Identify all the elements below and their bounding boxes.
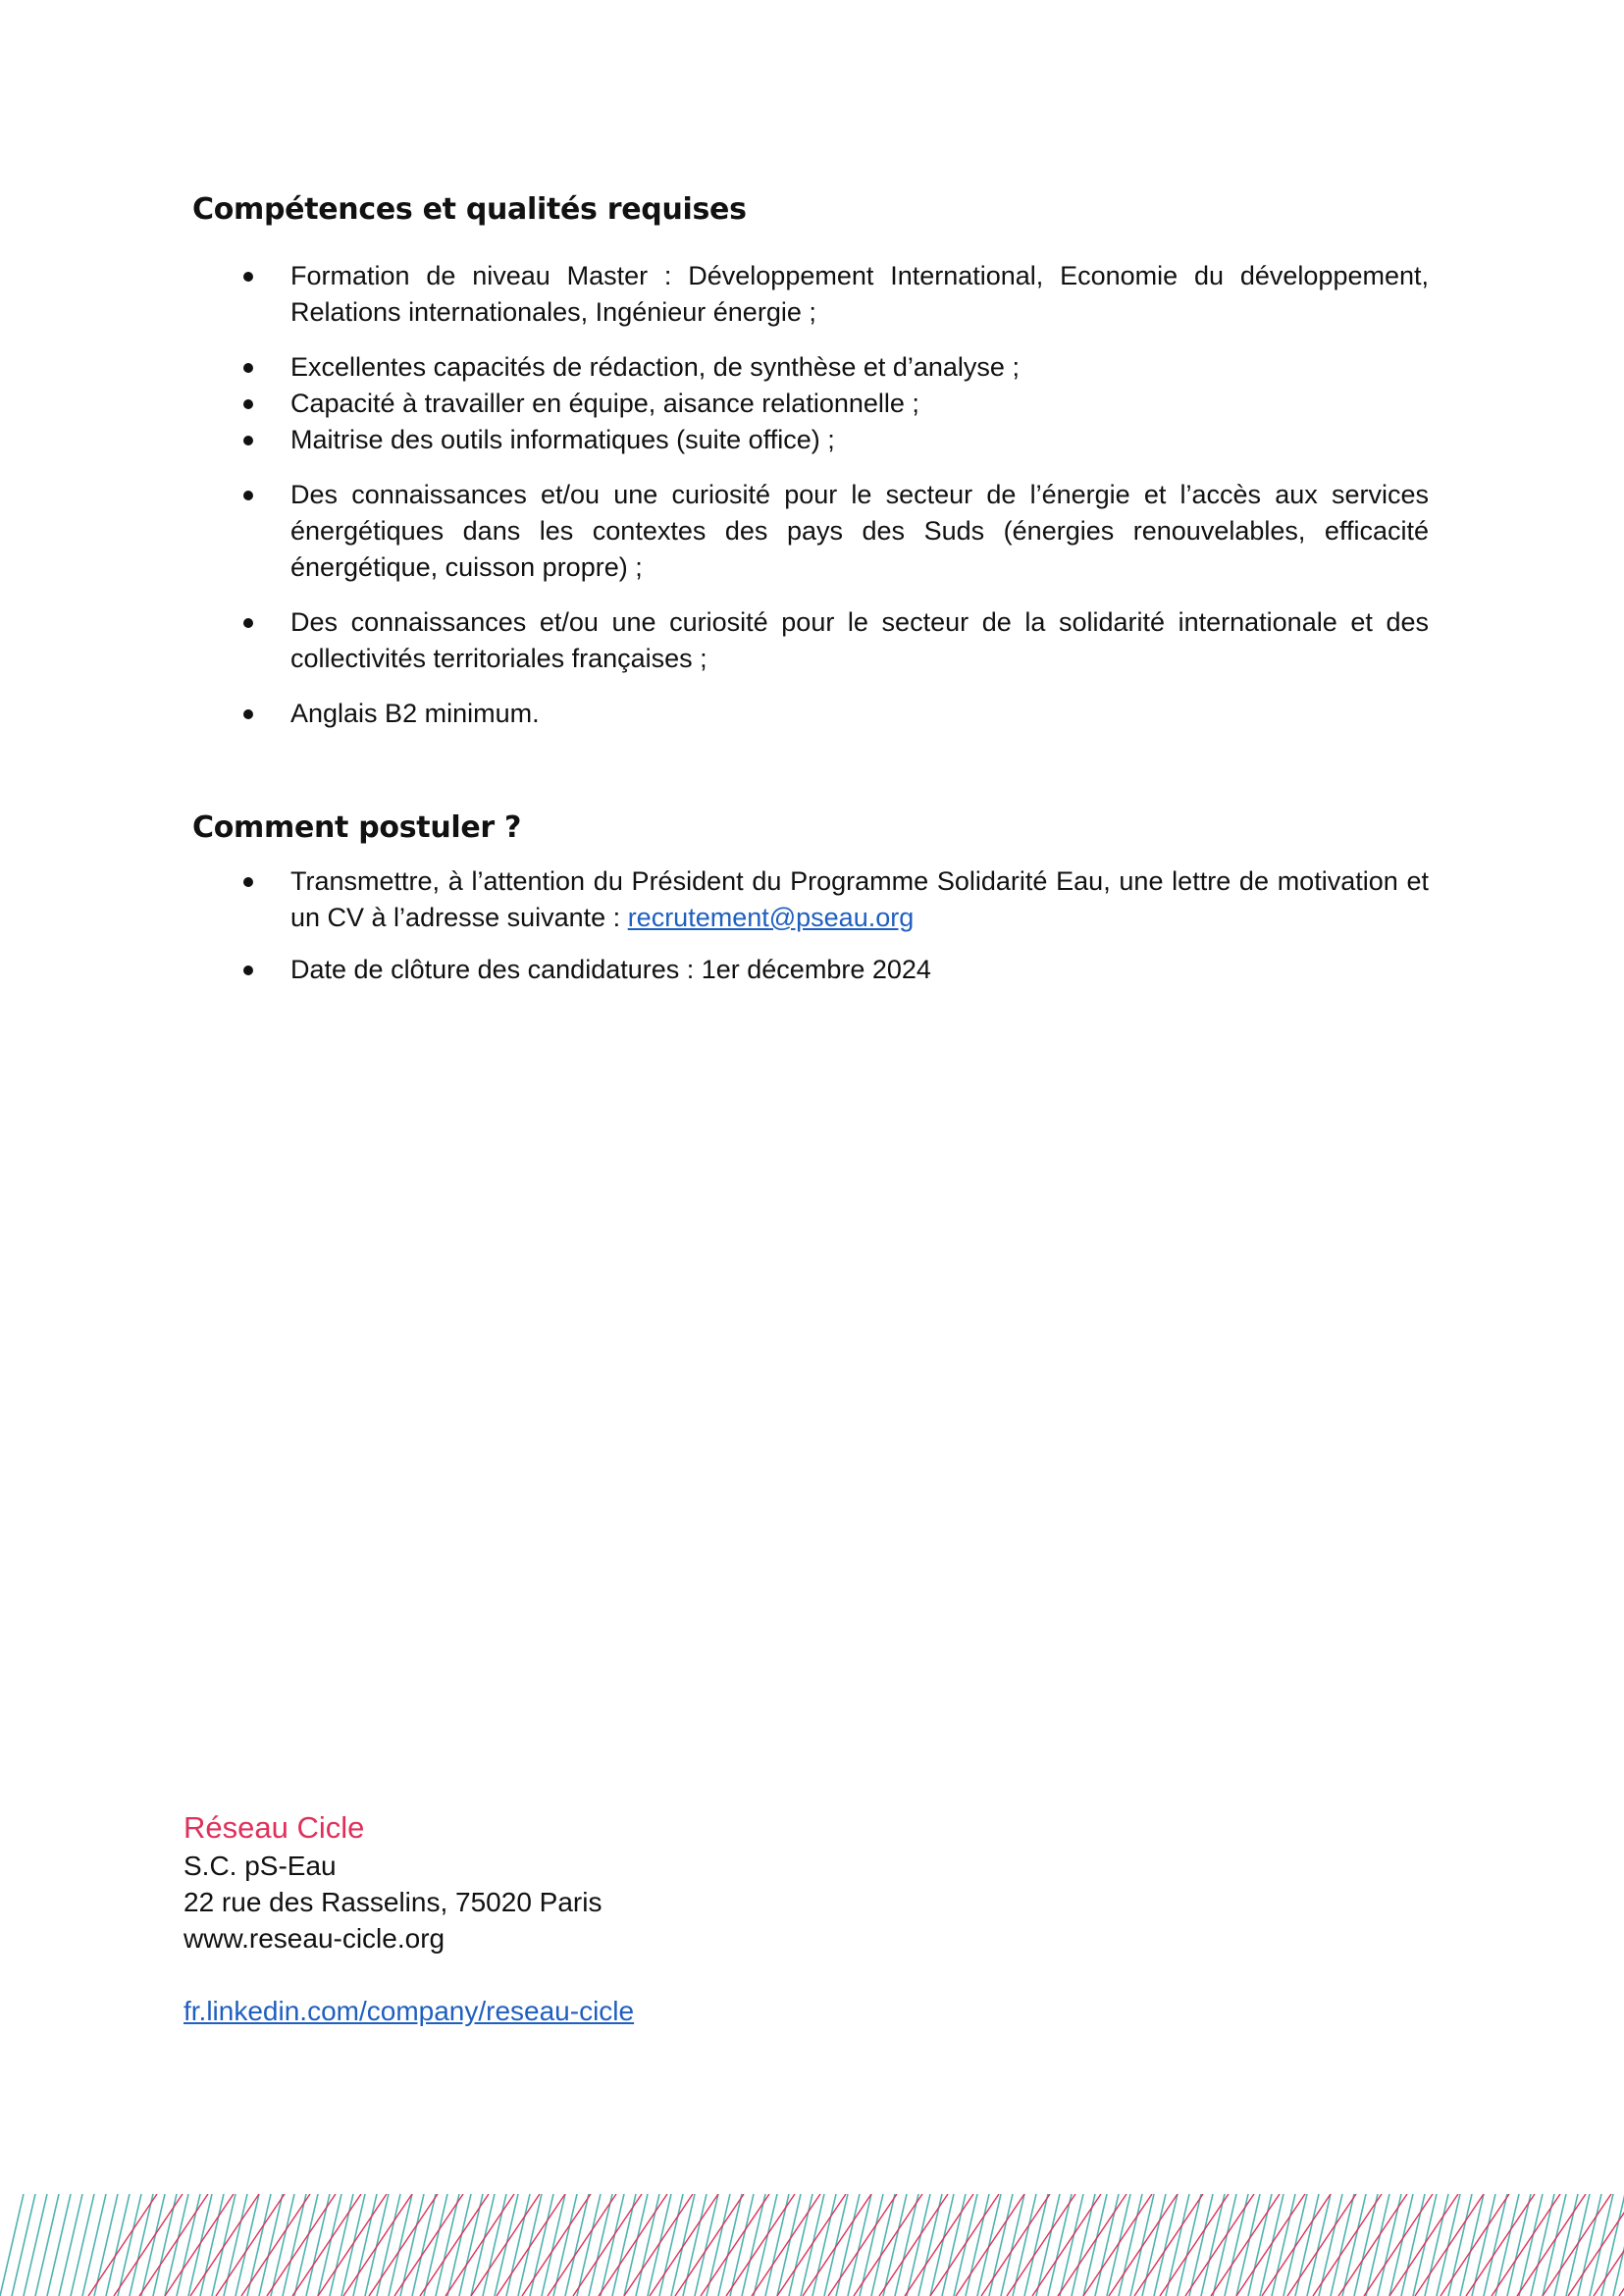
teal-hatch-line	[0, 2194, 24, 2296]
red-hatch-line	[267, 2194, 336, 2296]
teal-hatch-line	[848, 2194, 871, 2296]
teal-hatch-line	[989, 2194, 1013, 2296]
red-hatch-line	[394, 2194, 463, 2296]
teal-hatch-line	[165, 2194, 188, 2296]
red-hatch-line	[701, 2194, 769, 2296]
footer-organization: S.C. pS-Eau	[183, 1851, 337, 1881]
teal-hatch-line	[471, 2194, 495, 2296]
teal-hatch-line	[118, 2194, 141, 2296]
postuler-heading: Comment postuler ?	[192, 810, 522, 845]
teal-hatch-line	[1236, 2194, 1260, 2296]
teal-hatch-line	[318, 2194, 341, 2296]
teal-hatch-line	[1601, 2194, 1624, 2296]
red-hatch-line	[420, 2194, 489, 2296]
red-hatch-line	[879, 2194, 948, 2296]
decorative-hatch-pattern	[0, 2194, 1624, 2296]
teal-hatch-line	[601, 2194, 624, 2296]
teal-hatch-line	[565, 2194, 589, 2296]
red-hatch-line	[1032, 2194, 1101, 2296]
competence-item: Excellentes capacités de rédaction, de synthèse et d’analyse ;	[241, 349, 1429, 386]
footer-org-name: Réseau Cicle	[183, 1810, 365, 1845]
teal-hatch-line	[377, 2194, 400, 2296]
competence-item: Des connaissances et/ou une curiosité pour le secteur de la solidarité internationale et des collectivités territoriales françaises ;	[241, 604, 1429, 677]
teal-hatch-line	[47, 2194, 71, 2296]
teal-hatch-line	[506, 2194, 530, 2296]
competence-item: Formation de niveau Master : Développement International, Economie du développement, Relations internationales, Ingénieur énergie ;	[241, 258, 1429, 331]
teal-hatch-line	[330, 2194, 353, 2296]
teal-hatch-line	[871, 2194, 895, 2296]
teal-hatch-line	[200, 2194, 224, 2296]
teal-hatch-line	[24, 2194, 47, 2296]
teal-hatch-line	[836, 2194, 860, 2296]
teal-hatch-line	[1248, 2194, 1272, 2296]
teal-hatch-line	[483, 2194, 506, 2296]
teal-hatch-line	[718, 2194, 742, 2296]
teal-hatch-line	[12, 2194, 35, 2296]
red-hatch-line	[241, 2194, 310, 2296]
teal-hatch-line	[94, 2194, 118, 2296]
competence-item: Des connaissances et/ou une curiosité pour le secteur de l’énergie et l’accès aux services énergétiques dans les contextes des pays des Suds (énergies renouvelables, efficacité énergétique, cuisson propre) ;	[241, 477, 1429, 586]
teal-hatch-line	[754, 2194, 777, 2296]
competence-item: Anglais B2 minimum.	[241, 696, 1429, 732]
teal-hatch-line	[530, 2194, 553, 2296]
red-hatch-line	[573, 2194, 642, 2296]
red-hatch-line	[1007, 2194, 1075, 2296]
teal-hatch-line	[812, 2194, 836, 2296]
red-hatch-line	[1466, 2194, 1535, 2296]
teal-hatch-line	[777, 2194, 801, 2296]
red-hatch-line	[1185, 2194, 1254, 2296]
teal-hatch-line	[1519, 2194, 1543, 2296]
teal-hatch-line	[224, 2194, 247, 2296]
red-hatch-line	[114, 2194, 183, 2296]
teal-hatch-line	[1448, 2194, 1472, 2296]
teal-hatch-line	[1543, 2194, 1566, 2296]
teal-hatch-line	[1389, 2194, 1413, 2296]
footer-address: 22 rue des Rasselins, 75020 Paris	[183, 1887, 602, 1917]
teal-hatch-line	[542, 2194, 565, 2296]
red-hatch-line	[88, 2194, 157, 2296]
teal-hatch-line	[695, 2194, 718, 2296]
postuler-item	[241, 863, 1429, 936]
red-hatch-line	[726, 2194, 795, 2296]
teal-hatch-line	[1331, 2194, 1354, 2296]
teal-hatch-line	[1578, 2194, 1601, 2296]
teal-hatch-line	[35, 2194, 59, 2296]
teal-hatch-line	[1366, 2194, 1389, 2296]
teal-hatch-line	[1484, 2194, 1507, 2296]
teal-hatch-line	[1554, 2194, 1578, 2296]
teal-hatch-line	[659, 2194, 683, 2296]
postuler-list	[241, 863, 1429, 988]
teal-hatch-line	[141, 2194, 165, 2296]
competence-item: Capacité à travailler en équipe, aisance relationnelle ;	[241, 386, 1429, 422]
footer-spacer	[183, 1957, 634, 1993]
teal-hatch-line	[1060, 2194, 1083, 2296]
teal-hatch-line	[82, 2194, 106, 2296]
teal-hatch-line	[624, 2194, 648, 2296]
teal-hatch-line	[930, 2194, 954, 2296]
teal-hatch-line	[1095, 2194, 1119, 2296]
linkedin-link[interactable]: fr.linkedin.com/company/reseau-cicle	[183, 1996, 635, 2026]
teal-hatch-line	[259, 2194, 283, 2296]
email-link[interactable]: recrutement@pseau.org	[627, 903, 915, 932]
footer-contact	[183, 1808, 634, 2029]
competence-item: Maitrise des outils informatiques (suite office) ;	[241, 422, 1429, 458]
teal-hatch-line	[177, 2194, 200, 2296]
teal-hatch-line	[353, 2194, 377, 2296]
teal-hatch-line	[1425, 2194, 1448, 2296]
teal-hatch-line	[412, 2194, 436, 2296]
teal-hatch-line	[1001, 2194, 1024, 2296]
teal-hatch-line	[1142, 2194, 1166, 2296]
teal-hatch-line	[966, 2194, 989, 2296]
teal-hatch-line	[1613, 2194, 1624, 2296]
competences-list	[241, 258, 1429, 732]
teal-hatch-line	[106, 2194, 130, 2296]
teal-hatch-line	[1024, 2194, 1048, 2296]
teal-hatch-line	[1460, 2194, 1484, 2296]
teal-hatch-line	[1213, 2194, 1236, 2296]
teal-hatch-line	[1178, 2194, 1201, 2296]
teal-hatch-line	[1307, 2194, 1331, 2296]
teal-hatch-line	[1401, 2194, 1425, 2296]
teal-hatch-line	[636, 2194, 659, 2296]
teal-hatch-line	[1272, 2194, 1295, 2296]
teal-hatch-line	[1154, 2194, 1178, 2296]
teal-hatch-line	[447, 2194, 471, 2296]
teal-hatch-line	[1083, 2194, 1107, 2296]
teal-hatch-line	[789, 2194, 812, 2296]
teal-hatch-line	[294, 2194, 318, 2296]
teal-hatch-line	[236, 2194, 259, 2296]
red-hatch-line	[548, 2194, 616, 2296]
teal-hatch-line	[683, 2194, 707, 2296]
teal-hatch-line	[1295, 2194, 1319, 2296]
postuler-item-text: Transmettre, à l’attention du Président du Programme Solidarité Eau, une lettre de motivation et un CV à l’adresse suivante :	[290, 866, 1429, 932]
red-hatch-line	[854, 2194, 922, 2296]
red-hatch-line	[1492, 2194, 1560, 2296]
postuler-item: Date de clôture des candidatures : 1er décembre 2024	[241, 952, 1429, 988]
competences-heading: Compétences et qualités requises	[192, 192, 747, 227]
teal-hatch-line	[907, 2194, 930, 2296]
red-hatch-line	[1160, 2194, 1229, 2296]
red-hatch-line	[1313, 2194, 1382, 2296]
teal-hatch-line	[71, 2194, 94, 2296]
teal-hatch-line	[1119, 2194, 1142, 2296]
teal-hatch-line	[59, 2194, 82, 2296]
teal-hatch-line	[389, 2194, 412, 2296]
teal-hatch-line	[942, 2194, 966, 2296]
footer-website: www.reseau-cicle.org	[183, 1923, 445, 1954]
red-hatch-line	[1338, 2194, 1407, 2296]
